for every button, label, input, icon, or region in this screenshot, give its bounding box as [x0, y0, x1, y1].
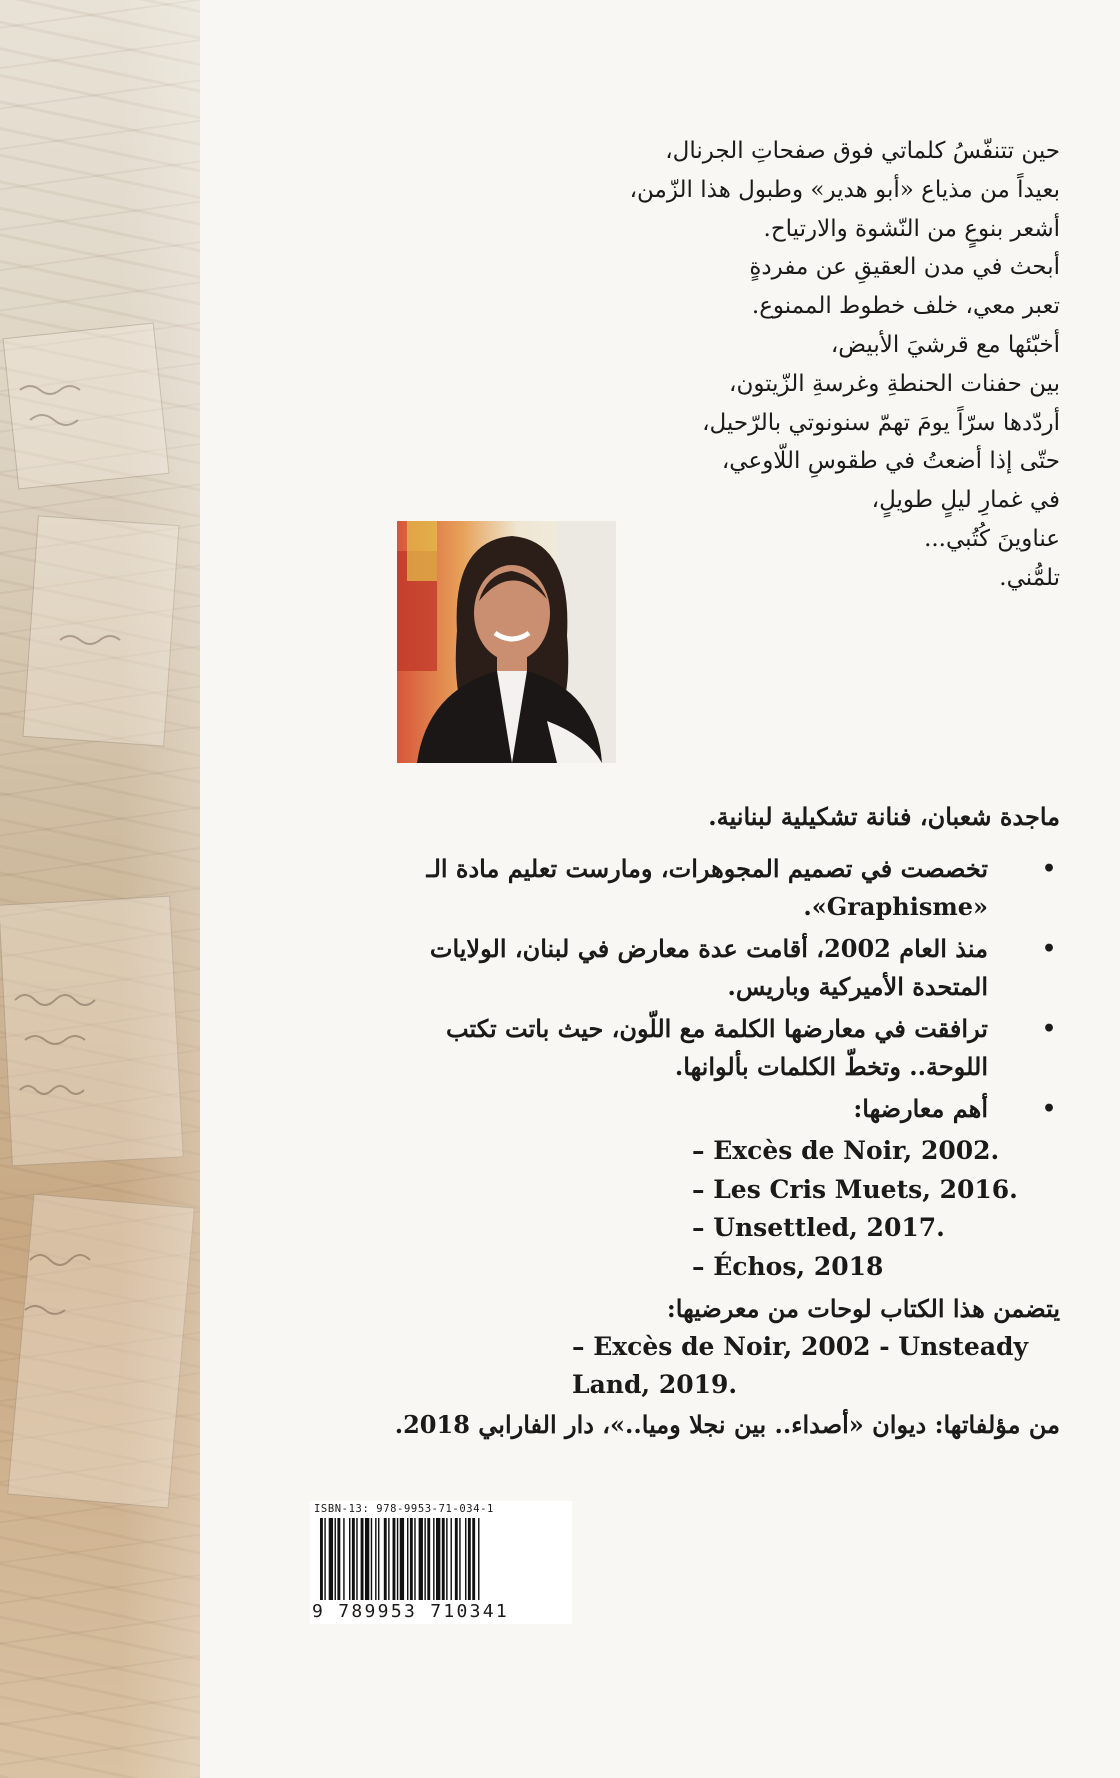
- barcode-bar: [468, 1518, 471, 1600]
- barcode-bar: [446, 1518, 447, 1600]
- bio-item: [380, 930, 1060, 1006]
- barcode-bar: [352, 1518, 355, 1600]
- strip-shade: [0, 0, 200, 1778]
- barcode-bar: [407, 1518, 408, 1600]
- author-bio: [380, 798, 1060, 1444]
- book-includes-value: – Excès de Noir, 2002 - Unsteady Land, 2019.: [572, 1332, 1029, 1399]
- barcode-bar: [324, 1518, 325, 1600]
- barcode-bar: [451, 1518, 452, 1600]
- bio-heading: [380, 798, 1060, 836]
- barcode-bar: [384, 1518, 387, 1600]
- barcode-bar: [343, 1518, 344, 1600]
- bullet-icon: •: [1041, 1016, 1056, 1042]
- barcode-bar: [337, 1518, 340, 1600]
- barcode-bar: [329, 1518, 333, 1600]
- barcode-bar: [375, 1518, 376, 1600]
- cover-art-strip: [0, 0, 200, 1778]
- poem-line: بين حفنات الحنطةِ وغرسةِ الزّيتون،: [729, 370, 1060, 397]
- barcode-bar: [365, 1518, 369, 1600]
- bio-item-text: تخصصت في تصميم المجوهرات، ومارست تعليم مادة الـ «Graphisme».: [426, 854, 988, 921]
- poem-line: تلمُّني.: [999, 564, 1060, 591]
- author-description: فنانة تشكيلية لبنانية.: [708, 802, 920, 831]
- barcode-bar: [424, 1518, 425, 1600]
- poem-line: أشعر بنوعٍ من النّشوة والارتياح.: [763, 215, 1060, 242]
- barcode-bar: [397, 1518, 398, 1600]
- poem-line: في غمارِ ليلٍ طويلٍ،: [871, 487, 1060, 514]
- exhibition-item: – Les Cris Muets, 2016.: [692, 1174, 1018, 1204]
- barcode-bar: [419, 1518, 423, 1600]
- author-portrait-image: [397, 521, 616, 763]
- barcode-bar: [410, 1518, 413, 1600]
- barcode-bar: [436, 1518, 440, 1600]
- barcode-bar: [414, 1518, 415, 1600]
- barcode-bar: [356, 1518, 357, 1600]
- poem-line: أبحث في مدن العقيقِ عن مفردةٍ: [749, 254, 1060, 281]
- poem-line: حتّى إذا أضعتُ في طقوسِ اللّاوعي،: [721, 448, 1060, 475]
- bio-list: [380, 850, 1060, 1128]
- exhibitions-list: [380, 1132, 1060, 1286]
- barcode-bar: [400, 1518, 404, 1600]
- exhibition-item: – Unsettled, 2017.: [692, 1213, 945, 1242]
- barcode-bar: [335, 1518, 336, 1600]
- barcode-bar: [371, 1518, 372, 1600]
- poem-line: حين تتنفّسُ كلماتي فوق صفحاتِ الجرنال،: [665, 138, 1060, 164]
- barcode-bar: [361, 1518, 364, 1600]
- exhibition-item: – Échos, 2018: [692, 1251, 884, 1281]
- author-photo: [397, 521, 616, 763]
- bio-item-text: ترافقت في معارضها الكلمة مع اللّون، حيث باتت تكتب اللوحة.. وتخطّ الكلمات بألوانها.: [445, 1014, 988, 1081]
- barcode-bar: [478, 1518, 479, 1600]
- poem-line: بعيداً من مذياع «أبو هدير» وطبول هذا الزّمن،: [629, 176, 1060, 203]
- barcode-bar: [433, 1518, 434, 1600]
- isbn-barcode: [310, 1501, 572, 1624]
- barcode-bar: [388, 1518, 389, 1600]
- bullet-icon: •: [1041, 1096, 1056, 1122]
- book-includes-label: يتضمن هذا الكتاب لوحات من معرضيها:: [666, 1294, 1060, 1323]
- isbn-text: ISBN-13: 978-9953-71-034-1: [314, 1503, 494, 1515]
- bio-item: [380, 850, 1060, 926]
- barcode-bar: [393, 1518, 396, 1600]
- barcode-bar: [427, 1518, 430, 1600]
- author-works: من مؤلفاتها: ديوان «أصداء.. بين نجلا وميا..»، دار الفارابي 2018.: [394, 1410, 1060, 1439]
- bullet-icon: •: [1041, 936, 1056, 962]
- author-name: ماجدة شعبان،: [919, 802, 1060, 831]
- poem-line: أردّدها سرّاً يومَ تهمّ سنونوتي بالرّحيل،: [702, 409, 1060, 436]
- bio-item-text: أهم معارضها:: [853, 1094, 988, 1123]
- isbn-digits: 9 789953 710341: [312, 1601, 510, 1622]
- exhibition-item: – Excès de Noir, 2002.: [692, 1136, 1000, 1165]
- bio-item: [380, 1090, 1060, 1128]
- barcode-bar: [349, 1518, 350, 1600]
- barcode-bar: [378, 1518, 379, 1600]
- poem-line: عناوينَ كُتُبي...: [924, 525, 1060, 552]
- bullet-icon: •: [1041, 856, 1056, 882]
- poem-line: أخبّئها مع قرشيَ الأبيض،: [830, 331, 1060, 358]
- bio-item: [380, 1010, 1060, 1086]
- barcode-bar: [442, 1518, 445, 1600]
- barcode-bar: [320, 1518, 323, 1600]
- barcode-bar: [465, 1518, 466, 1600]
- barcode-bars: [320, 1518, 565, 1600]
- barcode-bar: [455, 1518, 458, 1600]
- bio-item-text: منذ العام 2002، أقامت عدة معارض في لبنان، الولايات المتحدة الأميركية وباريس.: [429, 934, 988, 1001]
- barcode-bar: [459, 1518, 460, 1600]
- barcode-bar: [472, 1518, 475, 1600]
- poem-line: تعبر معي، خلف خطوط الممنوع.: [751, 293, 1060, 320]
